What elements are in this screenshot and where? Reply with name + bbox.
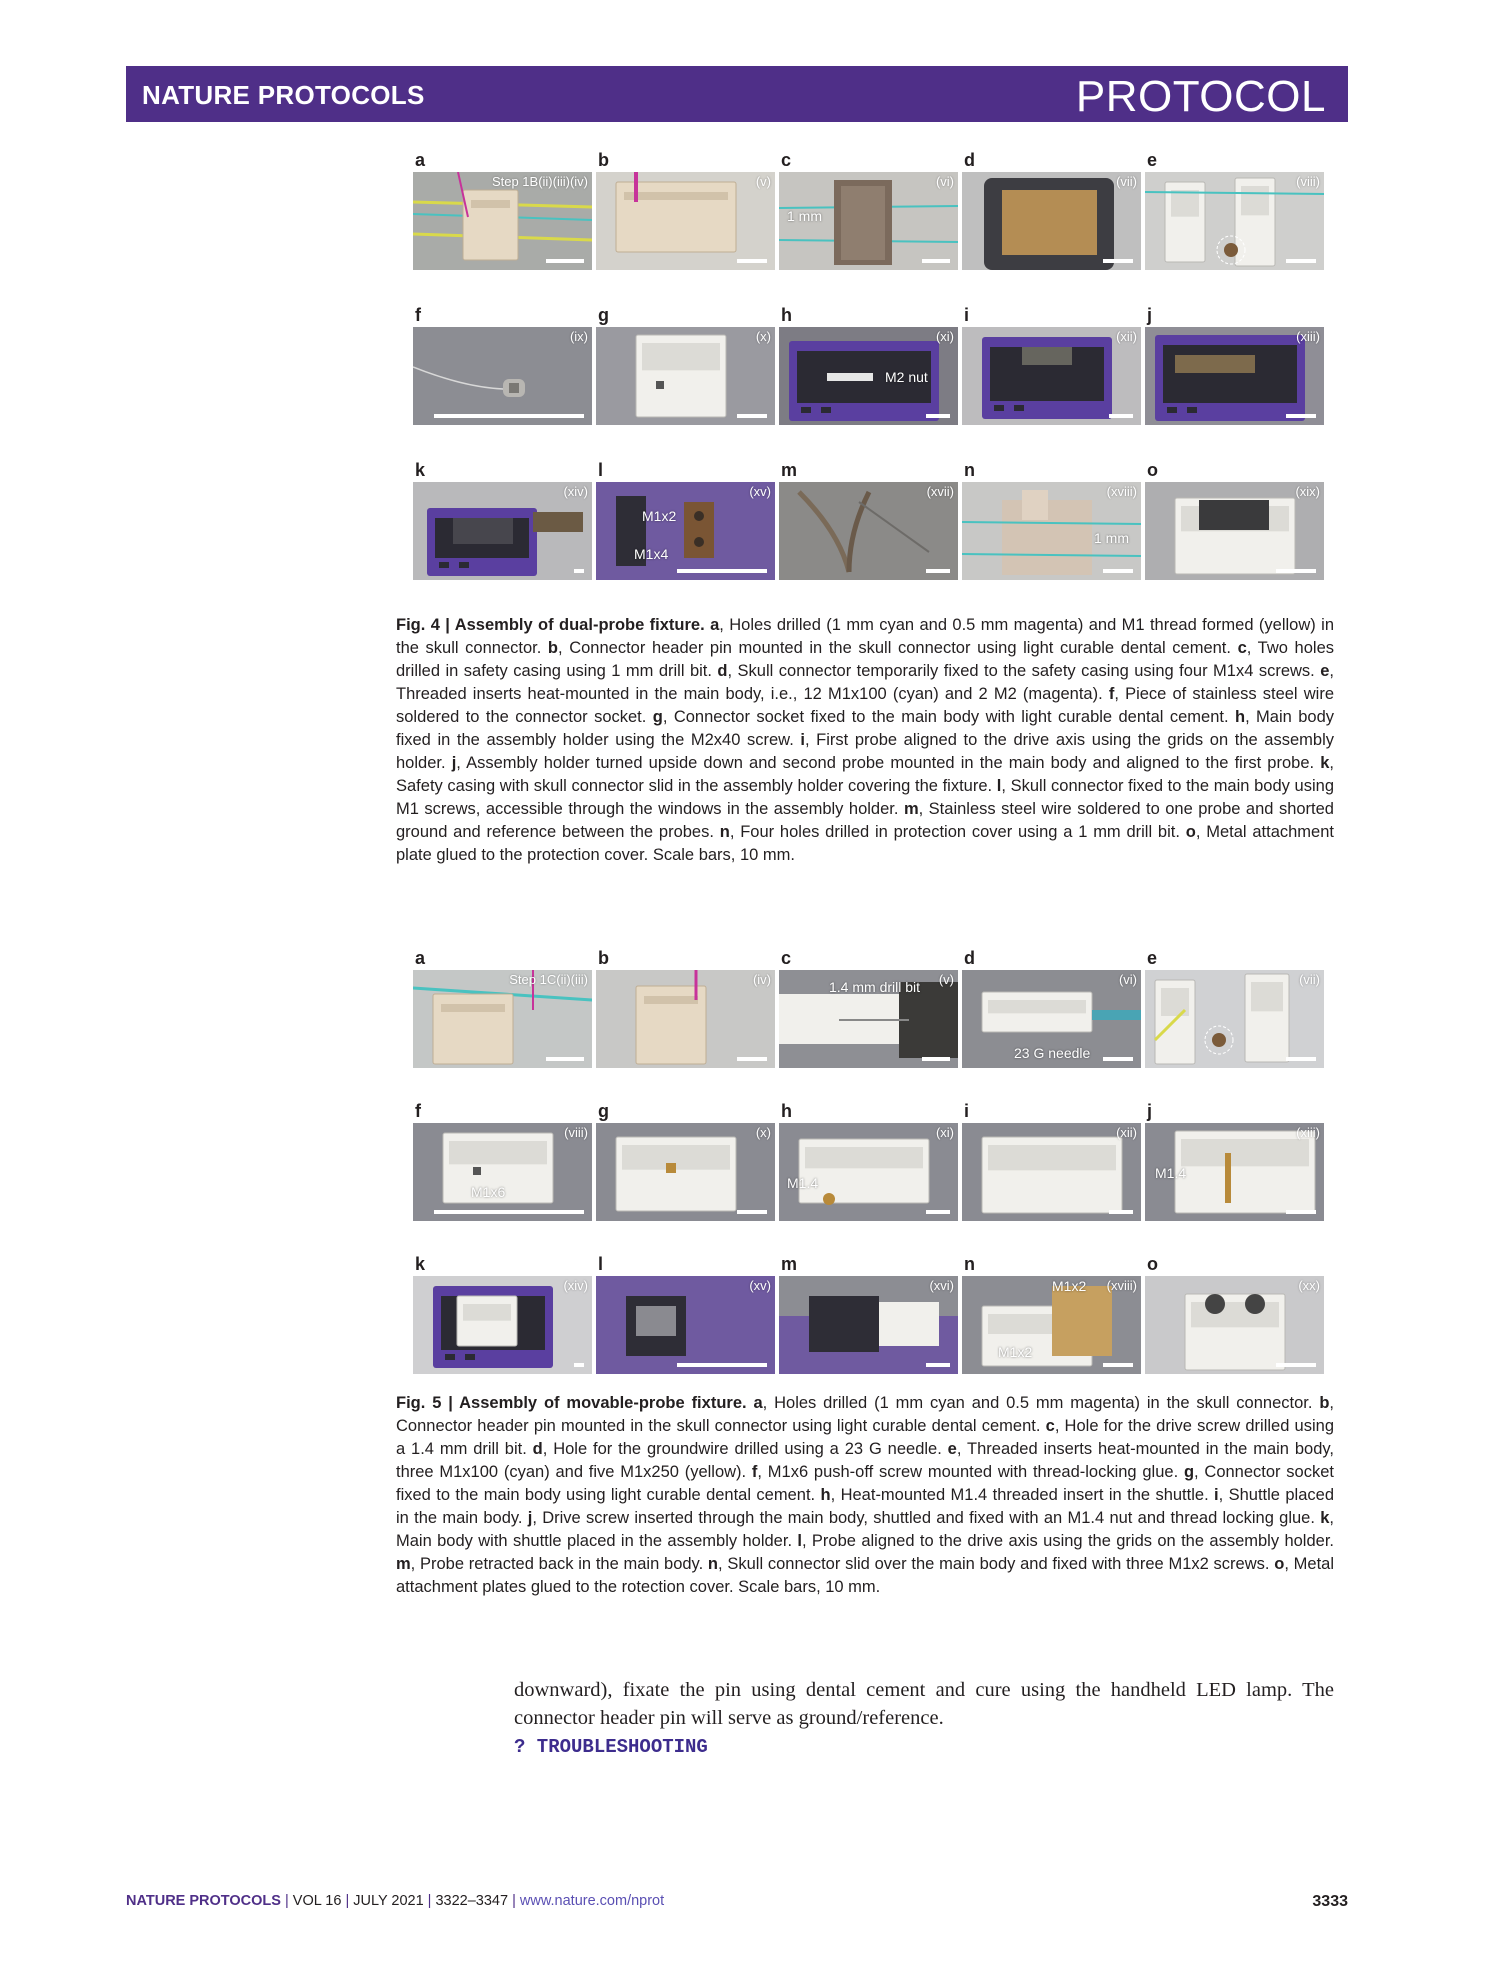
photo-annotation: 23 G needle — [1014, 1045, 1091, 1061]
fig4-panel-k — [413, 460, 592, 580]
fig5-panel-f — [413, 1101, 592, 1221]
footer-date: JULY 2021 — [353, 1893, 424, 1909]
panel-photo — [596, 327, 775, 425]
photo-annotation: M1x4 — [634, 546, 669, 562]
scale-bar — [926, 1210, 950, 1214]
caption-panel-letter: c — [1045, 1417, 1055, 1435]
caption-text: , Metal attachment plate glued to the protection cover. Scale bars, 10 mm. — [396, 823, 1334, 864]
photo-illustration — [596, 970, 775, 1068]
caption-panel-letter: d — [717, 662, 728, 680]
panel-photo — [962, 172, 1141, 270]
scale-bar — [546, 259, 584, 263]
caption-panel-letter: b — [1319, 1394, 1330, 1412]
fig5-panel-o — [1145, 1254, 1324, 1374]
caption-text: , Hole for the drive screw drilled using a 1.4 mm drill bit. — [396, 1417, 1334, 1458]
caption-text: , Main body fixed in the assembly holder using the M2x40 screw. — [396, 708, 1334, 749]
panel-photo — [779, 327, 958, 425]
photo-annotation: M1.4 — [787, 1175, 819, 1191]
fig5-panel-n — [962, 1254, 1141, 1374]
panel-letter: a — [415, 150, 426, 170]
caption-panel-letter: n — [719, 823, 730, 841]
step-label: (xv) — [749, 1278, 771, 1293]
scale-bar — [1103, 1057, 1133, 1061]
caption-text: , Piece of stainless steel wire soldered to the connector socket. — [396, 685, 1334, 726]
panel-letter: i — [964, 305, 970, 325]
fig5-panel-h — [779, 1101, 958, 1221]
panel-photo — [779, 970, 958, 1068]
panel-photo — [596, 1276, 775, 1374]
panel-letter: j — [1147, 305, 1153, 325]
photo-annotation: M1x2 — [1052, 1278, 1087, 1294]
caption-panel-letter: g — [652, 708, 663, 726]
caption-panel-letter: a — [753, 1394, 763, 1412]
panel-letter: n — [964, 1254, 975, 1274]
panel-photo — [1145, 482, 1324, 580]
caption-text: , Stainless steel wire soldered to one probe and shorted ground and reference between the probes. — [396, 800, 1334, 841]
fig5-panel-a — [413, 948, 592, 1068]
caption-panel-letter: d — [532, 1440, 543, 1458]
step-label: (x) — [755, 1125, 771, 1140]
step-label: (xi) — [935, 329, 954, 344]
panel-letter: f — [415, 305, 421, 325]
panel-photo — [413, 1276, 592, 1374]
scale-bar — [1103, 259, 1133, 263]
panel-letter: a — [415, 948, 426, 968]
step-label: (vii) — [1116, 174, 1137, 189]
step-label: (xv) — [749, 484, 771, 499]
photo-illustration — [413, 327, 592, 425]
panel-letter: b — [598, 948, 609, 968]
panel-photo — [962, 482, 1141, 580]
caption-panel-letter: i — [1214, 1486, 1219, 1504]
caption-text: , Connector socket fixed to the main body with light curable dental cement. — [662, 708, 1235, 726]
fig4-panel-h — [779, 305, 958, 425]
step-label: Step 1C(ii)(iii) — [509, 972, 588, 987]
panel-photo — [596, 482, 775, 580]
panel-photo — [413, 172, 592, 270]
photo-annotation: M1.4 — [1155, 1165, 1187, 1181]
caption-text: , Probe aligned to the drive axis using the grids on the assembly holder. — [801, 1532, 1334, 1550]
fig5-panel-b — [596, 948, 775, 1068]
caption-panel-letter: f — [751, 1463, 758, 1481]
footer-volume: VOL 16 — [292, 1893, 342, 1909]
scale-bar — [434, 1210, 584, 1214]
photo-illustration — [779, 327, 958, 425]
caption-text: , Connector socket fixed to the main body using light curable dental cement. — [396, 1463, 1334, 1504]
panel-photo — [1145, 970, 1324, 1068]
scale-bar — [434, 414, 584, 418]
panel-photo — [596, 172, 775, 270]
scale-bar — [546, 1057, 584, 1061]
fig5-panel-j — [1145, 1101, 1324, 1221]
panel-letter: h — [781, 1101, 792, 1121]
panel-photo — [1145, 172, 1324, 270]
scale-bar — [737, 1057, 767, 1061]
caption-text: , Heat-mounted M1.4 threaded insert in the shuttle. — [830, 1486, 1215, 1504]
fig5-panel-l — [596, 1254, 775, 1374]
figure-4-caption — [396, 614, 1334, 867]
scale-bar — [1109, 414, 1133, 418]
panel-photo — [596, 970, 775, 1068]
caption-panel-letter: g — [1183, 1463, 1195, 1481]
panel-letter: o — [1147, 460, 1158, 480]
journal-name: NATURE PROTOCOLS — [142, 80, 425, 110]
panel-photo — [413, 327, 592, 425]
fig4-panel-a — [413, 150, 592, 270]
step-label: (xx) — [1298, 1278, 1320, 1293]
photo-illustration — [596, 172, 775, 270]
fig5-panel-k — [413, 1254, 592, 1374]
step-label: (xvi) — [929, 1278, 954, 1293]
figure-4 — [413, 150, 1333, 605]
fig4-panel-b — [596, 150, 775, 270]
caption-panel-letter: l — [797, 1532, 802, 1550]
caption-text: , Skull connector temporarily fixed to the safety casing using four M1x4 screws. — [727, 662, 1321, 680]
caption-text: , Threaded inserts heat-mounted in the main body, i.e., 12 M1x100 (cyan) and 2 M2 (magenta). — [396, 662, 1334, 703]
step-label: (xvii) — [926, 484, 954, 499]
step-label: (xiv) — [563, 484, 588, 499]
scale-bar — [737, 1210, 767, 1214]
caption-text: , Connector header pin mounted in the skull connector using light curable dental cement. — [558, 639, 1238, 657]
scale-bar — [574, 569, 584, 573]
panel-photo — [962, 1276, 1141, 1374]
photo-illustration — [962, 1123, 1141, 1221]
panel-photo — [779, 1123, 958, 1221]
scale-bar — [1109, 1210, 1133, 1214]
scale-bar — [677, 569, 767, 573]
footer-url[interactable]: www.nature.com/nprot — [519, 1893, 665, 1909]
panel-letter: e — [1147, 150, 1158, 170]
step-label: (xiii) — [1296, 329, 1320, 344]
caption-panel-letter: j — [451, 754, 457, 772]
caption-text: , M1x6 push-off screw mounted with thread-locking glue. — [757, 1463, 1184, 1481]
photo-illustration — [962, 327, 1141, 425]
caption-panel-letter: k — [1320, 1509, 1330, 1527]
caption-text: , Probe retracted back in the main body. — [410, 1555, 708, 1573]
caption-text: , Connector header pin mounted in the skull connector using light curable dental cement. — [396, 1394, 1334, 1435]
caption-panel-letter: h — [1234, 708, 1246, 726]
photo-illustration — [779, 1123, 958, 1221]
fig5-panel-m — [779, 1254, 958, 1374]
scale-bar — [1276, 1363, 1316, 1367]
panel-letter: d — [964, 150, 975, 170]
scale-bar — [737, 414, 767, 418]
caption-text: , Main body with shuttle placed in the assembly holder. — [396, 1509, 1334, 1550]
fig5-panel-g — [596, 1101, 775, 1221]
scale-bar — [1276, 569, 1316, 573]
caption-panel-letter: o — [1185, 823, 1196, 841]
panel-photo — [779, 482, 958, 580]
scale-bar — [926, 569, 950, 573]
step-label: (viii) — [1296, 174, 1320, 189]
scale-bar — [1286, 1210, 1316, 1214]
caption-text: , Holes drilled (1 mm cyan and 0.5 mm magenta) in the skull connector. — [762, 1394, 1320, 1412]
body-paragraph: downward), fixate the pin using dental cement and cure using the handheld LED lamp. The connector header pin will serve as ground/reference. — [514, 1679, 1334, 1729]
scale-bar — [926, 1363, 950, 1367]
panel-letter: g — [598, 305, 609, 325]
panel-photo — [413, 482, 592, 580]
figure-5 — [413, 948, 1333, 1388]
fig4-panel-m — [779, 460, 958, 580]
caption-panel-letter: e — [947, 1440, 957, 1458]
fig4-panel-c — [779, 150, 958, 270]
panel-photo — [1145, 1123, 1324, 1221]
step-label: Step 1B(ii)(iii)(iv) — [491, 174, 588, 189]
photo-illustration — [962, 172, 1141, 270]
scale-bar — [1103, 1363, 1133, 1367]
photo-annotation: M1x2 — [998, 1344, 1033, 1360]
caption-panel-letter: c — [1237, 639, 1247, 657]
step-label: (xi) — [935, 1125, 954, 1140]
panel-letter: o — [1147, 1254, 1158, 1274]
scale-bar — [922, 259, 950, 263]
step-label: (ix) — [569, 329, 588, 344]
panel-photo — [962, 970, 1141, 1068]
fig5-panel-i — [962, 1101, 1141, 1221]
photo-annotation: 1 mm — [787, 208, 822, 224]
panel-photo — [413, 970, 592, 1068]
caption-panel-letter: m — [903, 800, 919, 818]
caption-panel-letter: b — [547, 639, 559, 657]
article-type: PROTOCOL — [1075, 72, 1326, 121]
caption-panel-letter: o — [1274, 1555, 1285, 1573]
panel-letter: i — [964, 1101, 970, 1121]
scale-bar — [737, 259, 767, 263]
caption-panel-letter: e — [1320, 662, 1330, 680]
panel-letter: m — [781, 460, 798, 480]
panel-photo — [1145, 327, 1324, 425]
caption-text: , Safety casing with skull connector slid in the assembly holder covering the fixture. — [396, 754, 1335, 795]
step-label: (vi) — [1118, 972, 1137, 987]
scale-bar — [922, 1057, 950, 1061]
step-label: (iv) — [752, 972, 771, 987]
journal-header-bar — [126, 66, 1348, 122]
step-label: (xix) — [1295, 484, 1320, 499]
scale-bar — [574, 1363, 584, 1367]
panel-photo — [962, 327, 1141, 425]
fig4-panel-l — [596, 460, 775, 580]
caption-text: , Skull connector fixed to the main body using M1 screws, accessible through the windows in the assembly holder. — [396, 777, 1334, 818]
step-label: (xiii) — [1296, 1125, 1320, 1140]
caption-label: Fig. 5 | Assembly of movable-probe fixture. — [396, 1394, 747, 1412]
panel-letter: b — [598, 150, 609, 170]
panel-letter: h — [781, 305, 792, 325]
photo-annotation: M2 nut — [885, 369, 928, 385]
photo-illustration — [596, 327, 775, 425]
fig4-panel-n — [962, 460, 1141, 580]
troubleshooting-link[interactable]: ? TROUBLESHOOTING — [514, 1736, 708, 1758]
scale-bar — [677, 1363, 767, 1367]
panel-photo — [596, 1123, 775, 1221]
step-label: (xii) — [1116, 329, 1137, 344]
caption-panel-letter: l — [996, 777, 1002, 795]
figure-5-caption — [396, 1392, 1334, 1599]
footer-journal: NATURE PROTOCOLS — [126, 1893, 281, 1909]
step-label: (vi) — [935, 174, 954, 189]
photo-annotation: 1.4 mm drill bit — [829, 979, 921, 995]
caption-label: Fig. 4 | Assembly of dual-probe fixture. — [396, 616, 705, 634]
step-label: (xii) — [1116, 1125, 1137, 1140]
caption-panel-letter: f — [1108, 685, 1115, 703]
footer-pages: 3322–3347 — [435, 1893, 509, 1909]
panel-letter: k — [415, 1254, 426, 1274]
fig4-panel-o — [1145, 460, 1324, 580]
caption-text: , Threaded inserts heat-mounted in the main body, three M1x100 (cyan) and five M1x250 (yellow). — [396, 1440, 1334, 1481]
panel-letter: g — [598, 1101, 609, 1121]
scale-bar — [1286, 259, 1316, 263]
panel-photo — [413, 1123, 592, 1221]
panel-letter: l — [598, 1254, 604, 1274]
panel-letter: c — [781, 948, 792, 968]
caption-panel-letter: n — [707, 1555, 719, 1573]
caption-panel-letter: h — [820, 1486, 831, 1504]
fig5-panel-d — [962, 948, 1141, 1068]
panel-letter: f — [415, 1101, 421, 1121]
caption-panel-letter: j — [527, 1509, 533, 1527]
panel-letter: m — [781, 1254, 798, 1274]
caption-text: , First probe aligned to the drive axis using the grids on the assembly holder. — [396, 731, 1334, 772]
panel-photo — [779, 172, 958, 270]
caption-panel-letter: a — [710, 616, 720, 634]
fig4-panel-g — [596, 305, 775, 425]
photo-annotation: M1x6 — [471, 1184, 506, 1200]
panel-letter: j — [1147, 1101, 1153, 1121]
caption-panel-letter: i — [800, 731, 805, 749]
fig4-panel-j — [1145, 305, 1324, 425]
panel-photo — [779, 1276, 958, 1374]
panel-letter: k — [415, 460, 426, 480]
photo-illustration — [1145, 970, 1324, 1068]
step-label: (v) — [755, 174, 771, 189]
caption-text: , Holes drilled (1 mm cyan and 0.5 mm magenta) and M1 thread formed (yellow) in the skull connector. — [396, 616, 1334, 657]
caption-panel-letter: k — [1320, 754, 1330, 772]
photo-annotation: 1 mm — [1094, 530, 1129, 546]
photo-illustration — [596, 1123, 775, 1221]
fig4-panel-i — [962, 305, 1141, 425]
step-label: (viii) — [564, 1125, 588, 1140]
caption-text: , Two holes drilled in safety casing using 1 mm drill bit. — [396, 639, 1334, 680]
fig4-panel-d — [962, 150, 1141, 270]
scale-bar — [1286, 1057, 1316, 1061]
caption-text: , Hole for the groundwire drilled using a 23 G needle. — [542, 1440, 948, 1458]
caption-text: , Four holes drilled in protection cover using a 1 mm drill bit. — [729, 823, 1186, 841]
caption-text: , Drive screw inserted through the main body, shuttled and fixed with an M1.4 nut and thread locking glue. — [532, 1509, 1321, 1527]
caption-text: , Shuttle placed in the main body. — [396, 1486, 1335, 1527]
panel-photo — [1145, 1276, 1324, 1374]
scale-bar — [1103, 569, 1133, 573]
step-label: (xviii) — [1106, 484, 1137, 499]
fig5-panel-e — [1145, 948, 1324, 1068]
scale-bar — [926, 414, 950, 418]
step-label: (xiv) — [563, 1278, 588, 1293]
caption-panel-letter: m — [396, 1555, 411, 1573]
panel-letter: l — [598, 460, 604, 480]
scale-bar — [1286, 414, 1316, 418]
fig4-panel-f — [413, 305, 592, 425]
panel-photo — [962, 1123, 1141, 1221]
step-label: (xviii) — [1106, 1278, 1137, 1293]
fig5-panel-c — [779, 948, 958, 1068]
caption-text: , Assembly holder turned upside down and second probe mounted in the main body and aligned to the first probe. — [456, 754, 1321, 772]
photo-annotation: M1x2 — [642, 508, 677, 524]
panel-letter: d — [964, 948, 975, 968]
page-footer: NATURE PROTOCOLS | VOL 16 | JULY 2021 | 3322–3347 | www.nature.com/nprot 3333 — [126, 1893, 1348, 1910]
step-label: (vii) — [1299, 972, 1320, 987]
caption-text: , Metal attachment plates glued to the rotection cover. Scale bars, 10 mm. — [396, 1555, 1334, 1596]
step-label: (x) — [755, 329, 771, 344]
panel-letter: n — [964, 460, 975, 480]
caption-text: , Skull connector slid over the main body and fixed with three M1x2 screws. — [718, 1555, 1275, 1573]
fig4-panel-e — [1145, 150, 1324, 270]
panel-letter: c — [781, 150, 792, 170]
page-number: 3333 — [1312, 1893, 1348, 1910]
panel-letter: e — [1147, 948, 1158, 968]
step-label: (v) — [938, 972, 954, 987]
